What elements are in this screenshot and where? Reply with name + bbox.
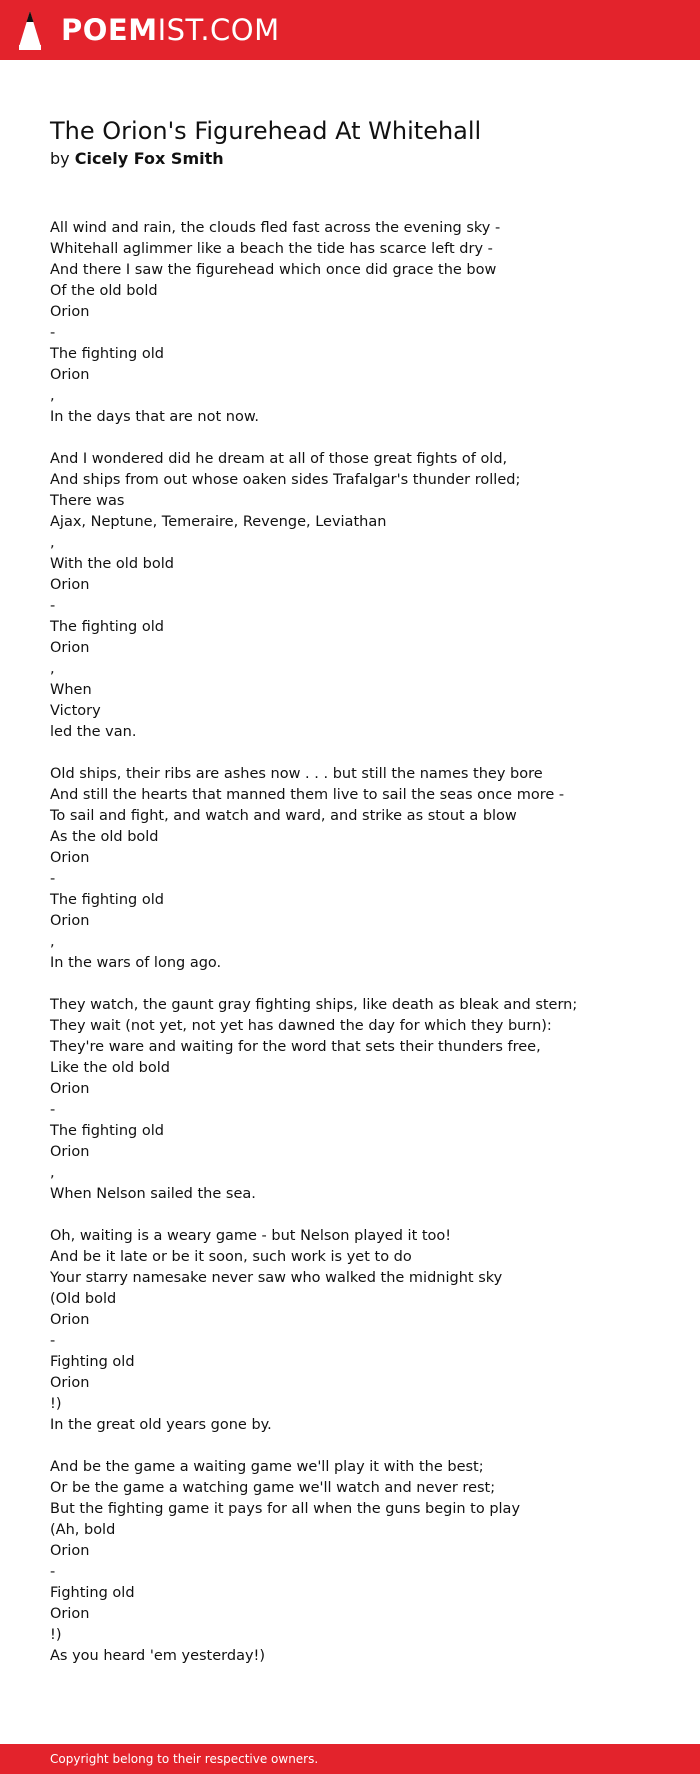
poem-line: To sail and fight, and watch and ward, and strike as stout a blow — [50, 808, 517, 824]
poem-line: Orion — [50, 367, 90, 383]
poem-line: The fighting old — [50, 1123, 164, 1139]
poem-line: , — [50, 1165, 55, 1181]
poem-line: led the van. — [50, 724, 137, 740]
poem-line: Of the old bold — [50, 283, 158, 299]
poem-line: - — [50, 325, 56, 341]
poem-line: And there I saw the figurehead which once did grace the bow — [50, 262, 497, 278]
poem-line: They watch, the gaunt gray fighting ships, like death as bleak and stern; — [50, 997, 578, 1013]
poem-line: As you heard 'em yesterday!) — [50, 1648, 266, 1664]
poem-byline — [50, 148, 224, 170]
poem-line: When — [50, 682, 92, 698]
poem-line: Orion — [50, 1312, 90, 1328]
poem-line: - — [50, 598, 56, 614]
poem-line: Orion — [50, 1375, 90, 1391]
poem-line: And be it late or be it soon, such work is yet to do — [50, 1249, 412, 1265]
poem-line: , — [50, 934, 55, 950]
poem-line: Orion — [50, 640, 90, 656]
stanza-break — [50, 743, 650, 764]
poem-line: There was — [50, 493, 125, 509]
poem-line: As the old bold — [50, 829, 159, 845]
stanza-break — [50, 1205, 650, 1226]
poem-line: When Nelson sailed the sea. — [50, 1186, 256, 1202]
stanza-break — [50, 1436, 650, 1457]
stanza-break — [50, 428, 650, 449]
poem-line: - — [50, 1333, 56, 1349]
poem-line: And still the hearts that manned them live to sail the seas once more - — [50, 787, 565, 803]
brand-light: IST.COM — [157, 13, 280, 47]
poem-line: Like the old bold — [50, 1060, 170, 1076]
poem-line: (Old bold — [50, 1291, 117, 1307]
poem-line: And I wondered did he dream at all of those great fights of old, — [50, 451, 508, 467]
by-label: by — [50, 149, 70, 168]
poem-title: The Orion's Figurehead At Whitehall — [50, 117, 482, 145]
poem-line: The fighting old — [50, 346, 164, 362]
poem-line: Victory — [50, 703, 101, 719]
poem-line: , — [50, 661, 55, 677]
poem-line: Or be the game a watching game we'll watch and never rest; — [50, 1480, 496, 1496]
poem-line: The fighting old — [50, 619, 164, 635]
poem-line: !) — [50, 1627, 62, 1643]
poem-line: In the days that are not now. — [50, 409, 259, 425]
copyright-notice: Copyright belong to their respective owners. — [50, 1752, 319, 1766]
site-header — [0, 0, 700, 60]
poem-line: Old ships, their ribs are ashes now . . . but still the names they bore — [50, 766, 543, 782]
poem-line: And be the game a waiting game we'll play it with the best; — [50, 1459, 484, 1475]
poem-line: - — [50, 871, 56, 887]
poem-line: With the old bold — [50, 556, 174, 572]
author-name: Cicely Fox Smith — [74, 149, 224, 168]
poem-line: They're ware and waiting for the word that sets their thunders free, — [50, 1039, 541, 1055]
poem-line: , — [50, 388, 55, 404]
poem-line: In the wars of long ago. — [50, 955, 222, 971]
poem-line: Whitehall aglimmer like a beach the tide has scarce left dry - — [50, 241, 493, 257]
poem-line: Your starry namesake never saw who walked the midnight sky — [50, 1270, 503, 1286]
poem-line: Fighting old — [50, 1585, 135, 1601]
poem-line: Orion — [50, 850, 90, 866]
poem-line: Oh, waiting is a weary game - but Nelson played it too! — [50, 1228, 452, 1244]
poem-line: But the fighting game it pays for all when the guns begin to play — [50, 1501, 521, 1517]
poem-line: They wait (not yet, not yet has dawned the day for which they burn): — [50, 1018, 552, 1034]
poem-line: All wind and rain, the clouds fled fast across the evening sky - — [50, 220, 501, 236]
poem-line: Orion — [50, 1543, 90, 1559]
site-footer — [0, 1744, 700, 1774]
poem-line: Fighting old — [50, 1354, 135, 1370]
poem-line: Orion — [50, 1144, 90, 1160]
stanza-break — [50, 974, 650, 995]
pencil-tip-icon[interactable] — [17, 9, 43, 51]
poem-line: Orion — [50, 304, 90, 320]
poem-line: And ships from out whose oaken sides Trafalgar's thunder rolled; — [50, 472, 521, 488]
poem-line: , — [50, 535, 55, 551]
poem-body — [50, 218, 650, 1667]
poem-line: Ajax, Neptune, Temeraire, Revenge, Leviathan — [50, 514, 387, 530]
poem-line: Orion — [50, 1606, 90, 1622]
poem-line: (Ah, bold — [50, 1522, 116, 1538]
poem-line: - — [50, 1564, 56, 1580]
site-logo-link[interactable] — [61, 13, 280, 47]
poem-line: Orion — [50, 1081, 90, 1097]
poem-line: The fighting old — [50, 892, 164, 908]
brand-bold: POEM — [61, 13, 158, 47]
poem-line: Orion — [50, 577, 90, 593]
poem-line: Orion — [50, 913, 90, 929]
poem-line: In the great old years gone by. — [50, 1417, 272, 1433]
poem-line: - — [50, 1102, 56, 1118]
poem-line: !) — [50, 1396, 62, 1412]
